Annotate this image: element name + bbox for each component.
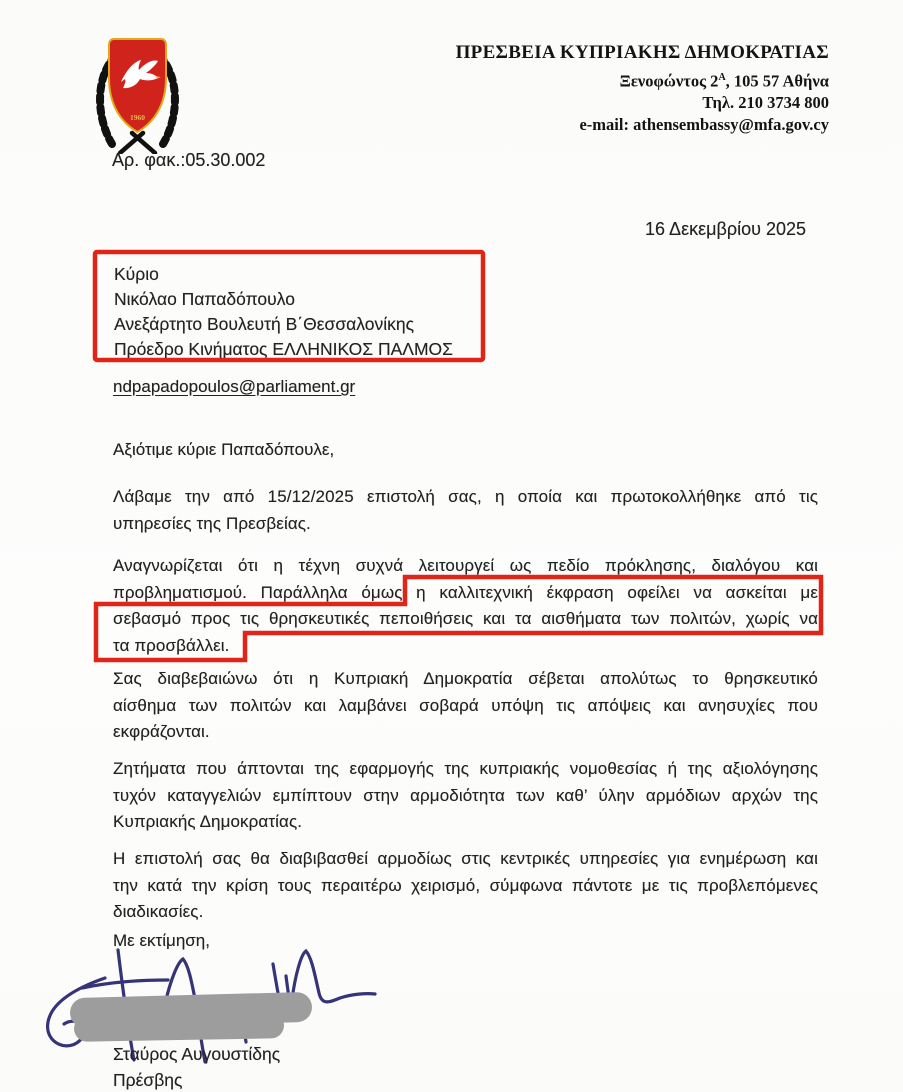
text-line: Η επιστολή σας θα διαβιβασθεί αρμοδίως στις κεντρικές υπηρεσίες για ενημέρωση και [113,849,818,868]
text-line: Κυπριακής Δημοκρατίας. [113,812,303,831]
letter-date: 16 Δεκεμβρίου 2025 [645,219,806,239]
text-line: προβληματισμού. Παράλληλα όμως η καλλιτεχνική έκφραση οφείλει να ασκείται με [113,582,818,602]
redaction-bar [70,992,313,1042]
signer-name: Σταύρος Αυγουστίδης [113,1044,281,1064]
recipient-block [114,262,453,362]
text-line: την κατά την κρίση τους περαιτέρω χειρισμό, σύμφωνα πάντοτε με τις προβλεπόμενες [113,875,818,895]
text-line: σεβασμό προς τις θρησκευτικές πεποιθήσεις και τα αισθήματα των πολιτών, χωρίς να [113,609,818,628]
text-line: Αναγνωρίζεται ότι η τέχνη συχνά λειτουργεί ως πεδίο πρόκλησης, διαλόγου και [113,556,818,575]
text-line: υπηρεσίες της Πρεσβείας. [113,513,311,533]
cyprus-coat-of-arms-icon [90,26,185,154]
paragraph-5 [113,846,818,926]
paragraph-2 [113,553,818,659]
text-line: εκφράζονται. [113,722,210,741]
letterhead-email: e-mail: athensembassy@mfa.gov.cy [579,114,829,134]
text-line: Κύριο [114,264,159,284]
paragraph-3 [113,666,818,746]
paragraph-4 [113,756,818,836]
text-line: αίσθημα των πολιτών και λαμβάνει σοβαρά υπόψη τις απόψεις και ανησυχίες που [113,695,818,715]
recipient-email: ndpapadopoulos@parliament.gr [113,377,356,396]
letterhead-organization: ΠΡΕΣΒΕΙΑ ΚΥΠΡΙΑΚΗΣ ΔΗΜΟΚΡΑΤΙΑΣ [455,42,829,63]
text-line: τα προσβάλλει. [113,635,230,655]
text-line: διαδικασίες. [113,902,204,921]
signer-title: Πρέσβης [113,1070,183,1090]
closing: Με εκτίμηση, [113,931,210,950]
letterhead [456,42,829,135]
salutation: Αξιότιμε κύριε Παπαδόπουλε, [113,440,335,459]
emblem-year: 1960 [130,113,145,122]
text-line: Πρόεδρο Κινήματος ΕΛΛΗΝΙΚΟΣ ΠΑΛΜΟΣ [114,339,453,359]
letterhead-address: Ξενοφώντος $2^A$, 105 57 Αθήνα [619,71,829,91]
text-line: Ζητήματα που άπτονται της εφαρμογής της κυπριακής νομοθεσίας ή της αξιολόγησης [113,759,818,778]
text-line: Νικόλαο Παπαδόπουλο [114,289,295,309]
text-line: τυχόν καταγγελιών εμπίπτουν στην αρμοδιότητα των καθ’ ύλην αρμόδιων αρχών της [113,785,818,805]
text-line: Λάβαμε την από 15/12/2025 επιστολή σας, η οποία και πρωτοκολλήθηκε από τις [113,487,818,506]
text-line: Σας διαβεβαιώνω ότι η Κυπριακή Δημοκρατία σέβεται απολύτως το θρησκευτικό [113,669,818,688]
file-reference: Αρ. φακ.:05.30.002 [112,150,266,170]
text-line: Ανεξάρτητο Βουλευτή Β΄Θεσσαλονίκης [114,314,415,334]
paragraph-1 [113,484,818,537]
letterhead-phone: Τηλ. 210 3734 800 [702,93,829,112]
